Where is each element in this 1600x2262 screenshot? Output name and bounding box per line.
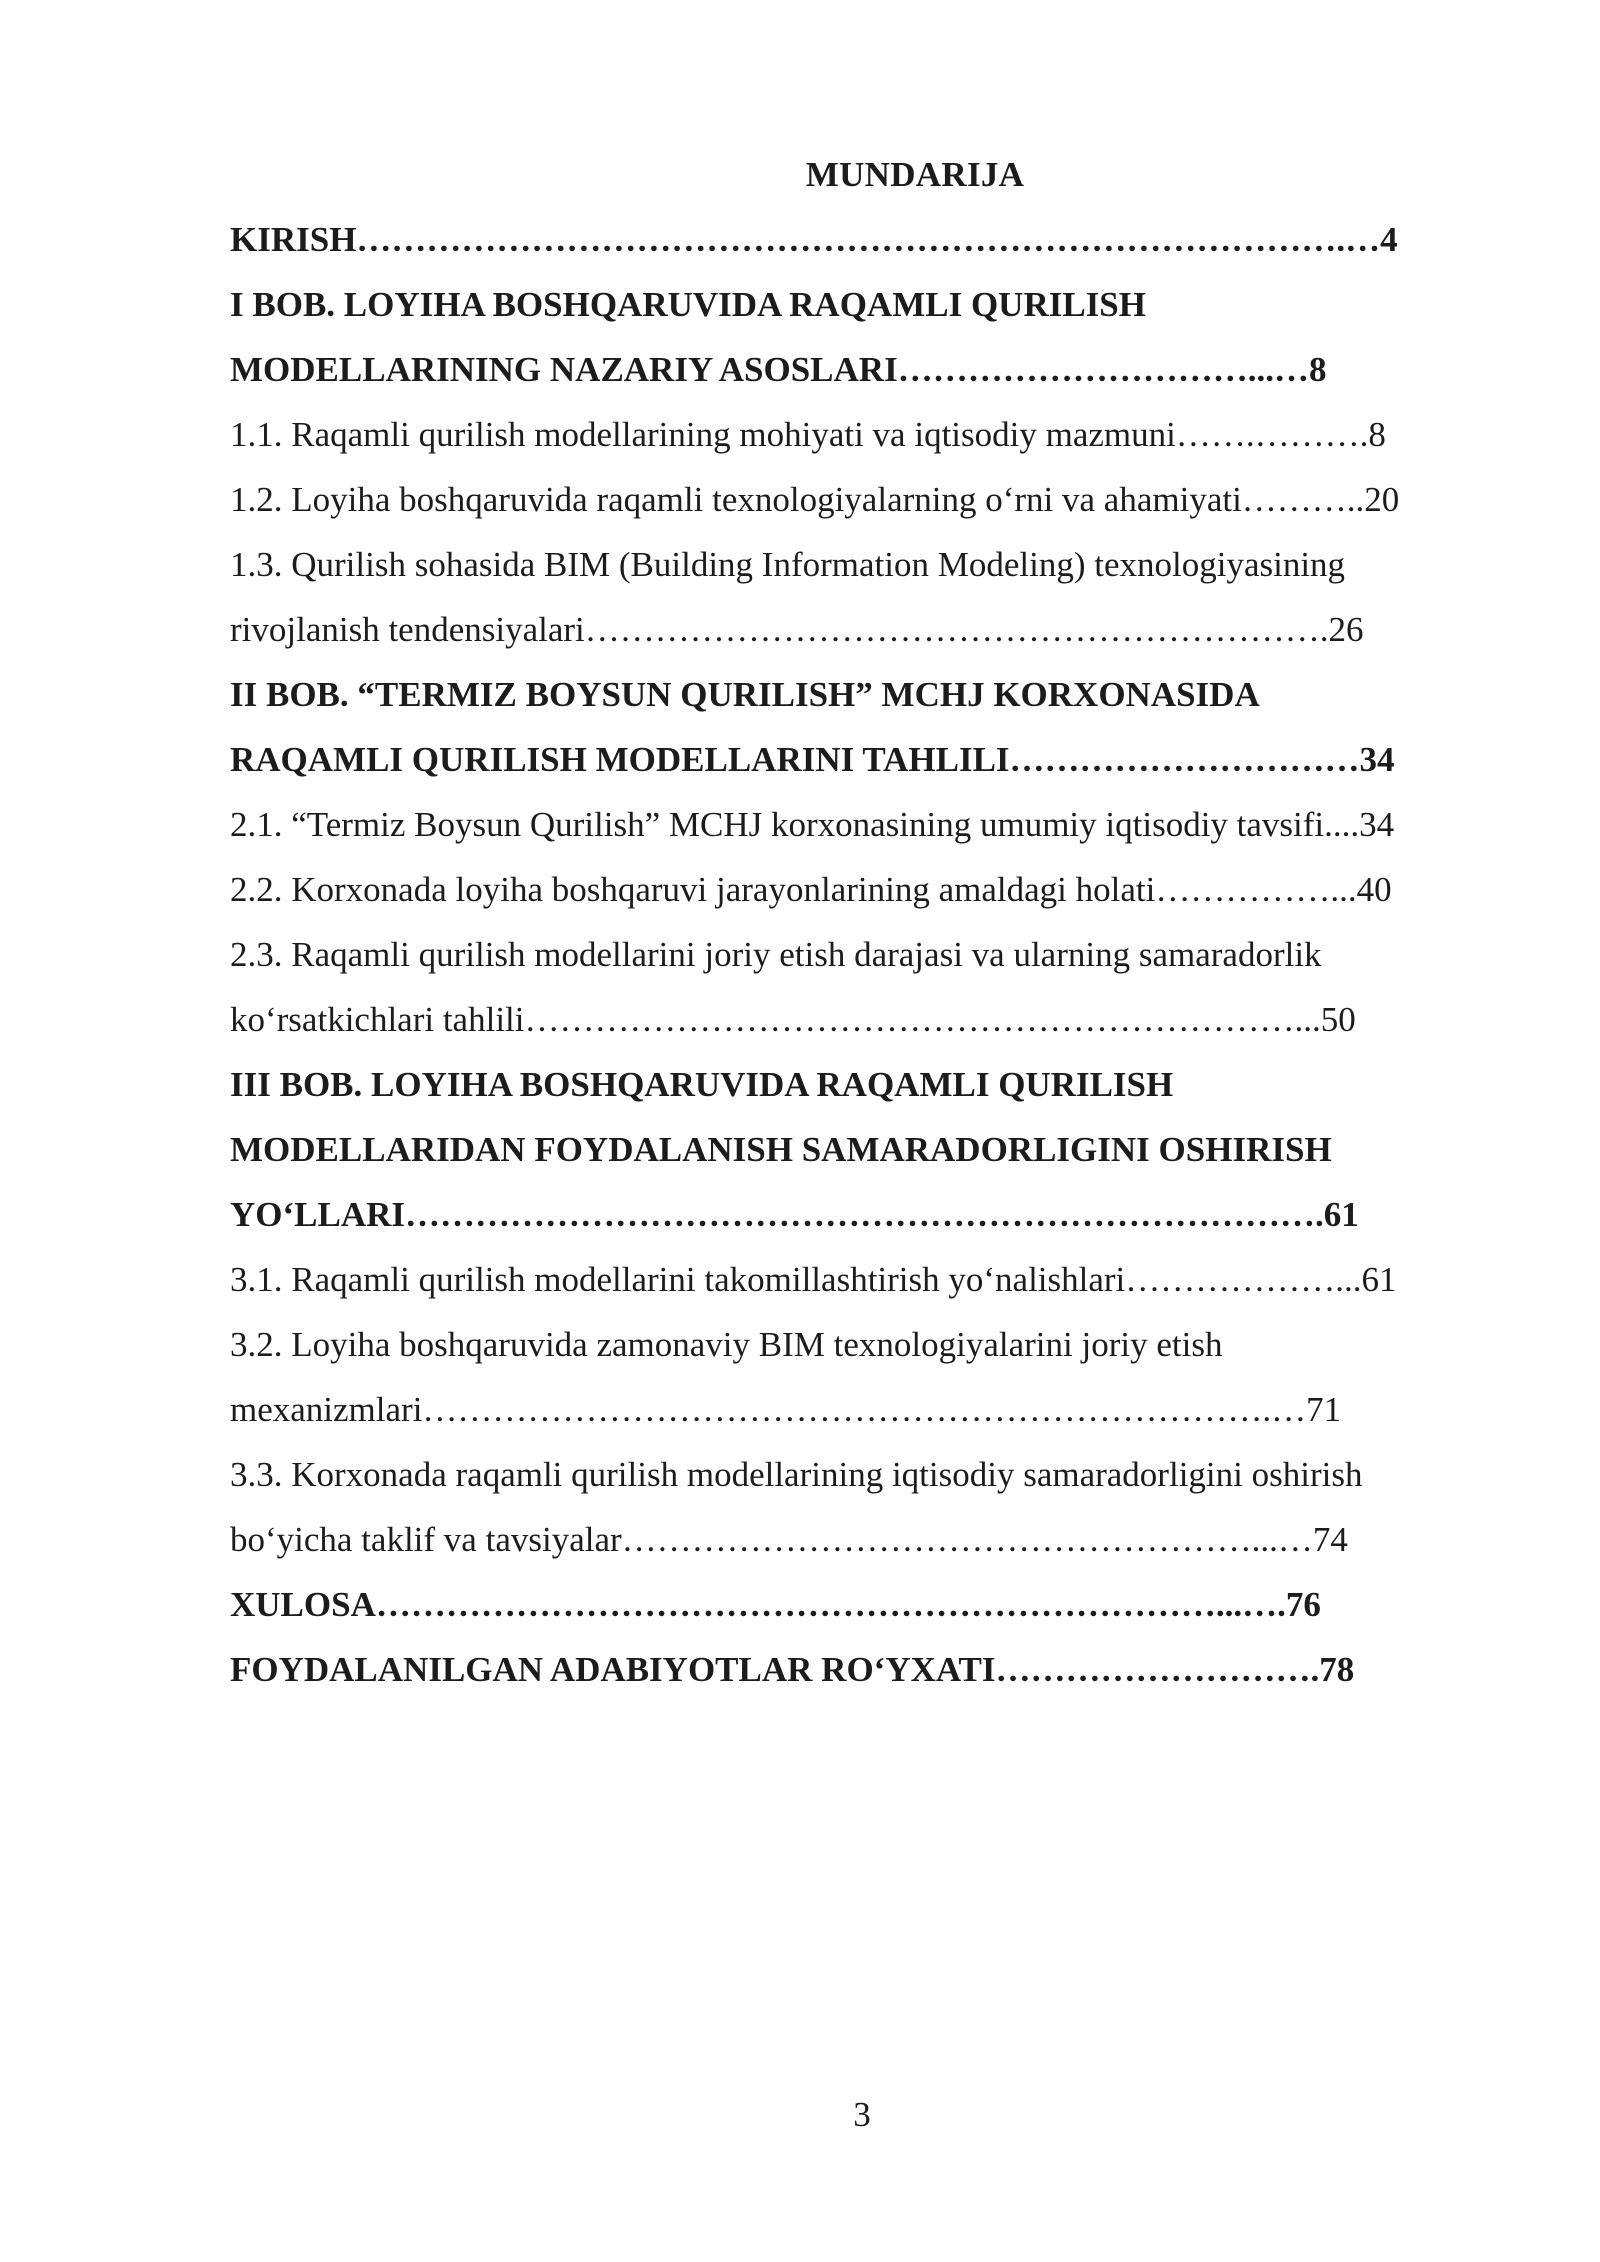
table-of-contents [230,207,1488,1702]
toc-line: MODELLARIDAN FOYDALANISH SAMARADORLIGINI OSHIRISH [230,1130,1332,1169]
toc-line: 2.3. Raqamli qurilish modellarini joriy etish darajasi va ularning samaradorlik [230,935,1322,974]
toc-line: mexanizmlari……………………………………………………………….…71 [230,1390,1342,1429]
toc-line: RAQAMLI QURILISH MODELLARINI TAHLILI…………………………34 [230,740,1395,779]
toc-line: ko‘rsatkichlari tahlili…………………………………………………………...50 [230,1000,1356,1039]
toc-line: III BOB. LOYIHA BOSHQARUVIDA RAQAMLI QURILISH [230,1065,1174,1104]
toc-line: KIRISH………………………………………………………………………….…4 [230,220,1398,259]
toc-line: II BOB. “TERMIZ BOYSUN QURILISH” MCHJ KORXONASIDA [230,675,1260,714]
toc-line: 1.3. Qurilish sohasida BIM (Building Information Modeling) texnologiyasining [230,545,1346,584]
toc-title: MUNDARIJA [805,155,1025,194]
toc-line: 1.2. Loyiha boshqaruvida raqamli texnologiyalarning o‘rni va ahamiyati………..20 [230,480,1400,519]
toc-line: rivojlanish tendensiyalari……………………………………………………….26 [230,610,1364,649]
toc-line: YO‘LLARI…………………………………………………………………….61 [230,1195,1359,1234]
toc-line: FOYDALANILGAN ADABIYOTLAR RO‘YXATI……………………….78 [230,1650,1355,1689]
toc-line: 1.1. Raqamli qurilish modellarining mohiyati va iqtisodiy mazmuni…….……….8 [230,415,1386,454]
toc-line: bo‘yicha taklif va tavsiyalar………………………………………………...…74 [230,1520,1348,1559]
toc-line: I BOB. LOYIHA BOSHQARUVIDA RAQAMLI QURILISH [230,285,1146,324]
toc-line: 3.3. Korxonada raqamli qurilish modellarining iqtisodiy samaradorligini oshirish [230,1455,1363,1494]
toc-line: 3.2. Loyiha boshqaruvida zamonaviy BIM texnologiyalarini joriy etish [230,1325,1223,1364]
toc-line: 2.1. “Termiz Boysun Qurilish” MCHJ korxonasining umumiy iqtisodiy tavsifi....34 [230,805,1395,844]
page-number: 3 [853,2095,871,2134]
toc-line: 2.2. Korxonada loyiha boshqaruvi jarayonlarining amaldagi holati……………...40 [230,870,1392,909]
toc-line: 3.1. Raqamli qurilish modellarini takomillashtirish yo‘nalishlari………………...61 [230,1260,1397,1299]
toc-line: MODELLARINING NAZARIY ASOSLARI…………………………...…8 [230,350,1327,389]
toc-line: XULOSA………………………………………………………………...….76 [230,1585,1321,1624]
